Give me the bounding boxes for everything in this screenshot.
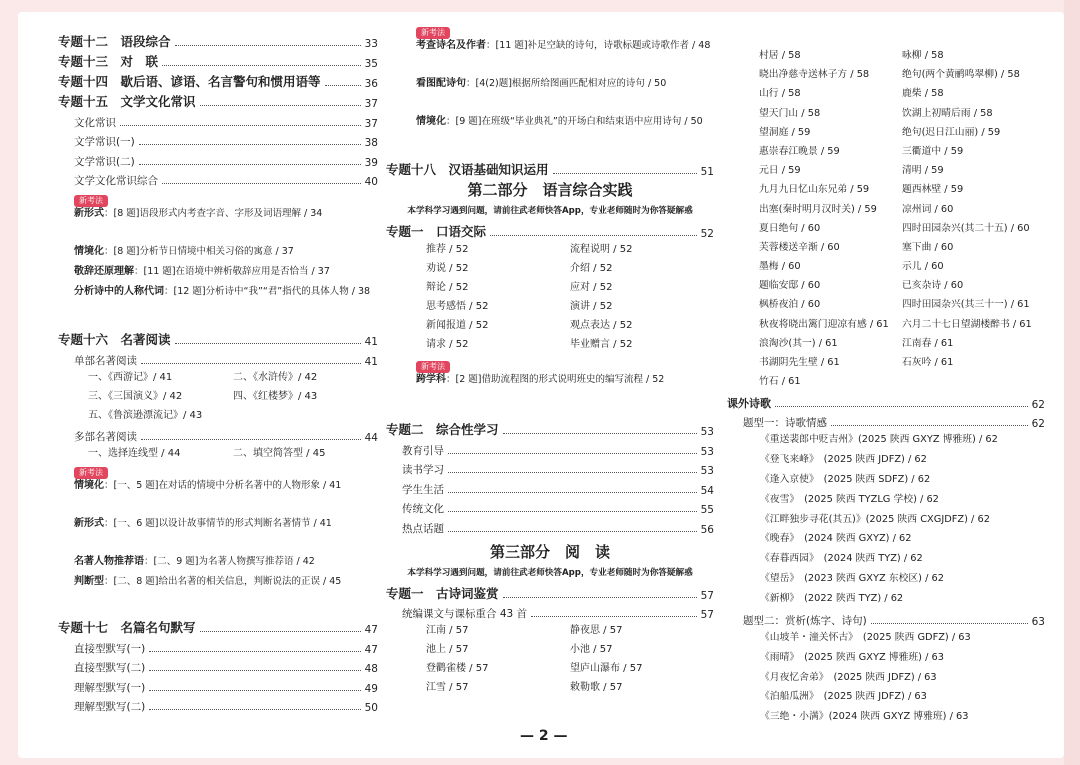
- toc-item[interactable]: 辩论 / 52: [426, 282, 469, 293]
- toc-item[interactable]: 登鹳雀楼 / 57: [426, 663, 489, 674]
- new-method-item: 新形式：[8 题]语段形式内考查字音、字形及词语理解 / 34: [74, 208, 323, 219]
- toc-item[interactable]: 小池 / 57: [570, 644, 613, 655]
- part-heading: 第二部分 语言综合实践: [467, 181, 633, 199]
- toc-entry[interactable]: 专题一 古诗词鉴赏 57: [386, 585, 714, 602]
- toc-entry[interactable]: 专题十三 对 联 35: [58, 54, 378, 70]
- toc-item[interactable]: 凉州词 / 60: [902, 203, 954, 215]
- toc-item[interactable]: 绝句(两个黄鹂鸣翠柳) / 58: [902, 69, 1020, 81]
- toc-column-2: [386, 20, 714, 697]
- toc-item[interactable]: 三、《三国演义》/ 42: [88, 390, 183, 402]
- new-method-item: 情境化：[一、5 题]在对话的情境中分析名著中的人物形象 / 41: [74, 480, 342, 491]
- toc-item[interactable]: 山行 / 58: [759, 88, 801, 100]
- toc-subentry[interactable]: 文学常识(二) 39: [74, 155, 378, 169]
- toc-grid: [727, 46, 1045, 391]
- toc-item[interactable]: 推荐 / 52: [426, 244, 469, 255]
- new-method-badge: 新考法: [416, 27, 450, 39]
- toc-item[interactable]: 枫桥夜泊 / 60: [759, 299, 821, 311]
- toc-grid: [58, 368, 378, 425]
- toc-item[interactable]: 石灰吟 / 61: [902, 357, 954, 368]
- toc-item[interactable]: 夏日绝句 / 60: [759, 222, 821, 234]
- toc-item[interactable]: 四、《红楼梦》/ 43: [233, 390, 318, 402]
- toc-item[interactable]: 出塞(秦时明月汉时关) / 59: [759, 203, 877, 215]
- toc-item[interactable]: 毕业赠言 / 52: [570, 339, 633, 350]
- toc-item[interactable]: 题临安邸 / 60: [759, 280, 821, 292]
- toc-item[interactable]: 江南 / 57: [426, 625, 469, 636]
- toc-item[interactable]: 示儿 / 60: [902, 261, 944, 273]
- toc-item[interactable]: 《春暮西园》 (2024 陕西 TYZ) / 62: [760, 553, 923, 565]
- toc-item[interactable]: 五、《鲁滨逊漂流记》/ 43: [88, 409, 203, 421]
- toc-subentry[interactable]: 单部名著阅读 41: [74, 354, 378, 368]
- toc-item[interactable]: 《月夜忆舍弟》 (2025 陕西 JDFZ) / 63: [760, 671, 937, 683]
- part-heading: 第三部分 阅 读: [489, 542, 610, 561]
- toc-item[interactable]: 《夜雪》 (2025 陕西 TYZLG 学校) / 62: [760, 493, 939, 505]
- toc-item[interactable]: 鹿柴 / 58: [902, 88, 944, 100]
- toc-subentry[interactable]: 题型二：赏析(炼字、诗句) 63: [743, 615, 1045, 629]
- toc-item[interactable]: 咏柳 / 58: [902, 50, 944, 61]
- toc-item[interactable]: 《山坡羊・潼关怀古》 (2025 陕西 GDFZ) / 63: [760, 632, 971, 644]
- toc-item[interactable]: 静夜思 / 57: [570, 625, 623, 636]
- new-method-badge: 新考法: [416, 361, 450, 373]
- toc-item[interactable]: 观点表达 / 52: [570, 320, 633, 331]
- toc-entry[interactable]: 专题十四 歇后语、谚语、名言警句和惯用语等 36: [58, 74, 378, 90]
- toc-item[interactable]: 一、《西游记》/ 41: [88, 371, 173, 383]
- toc-subentry[interactable]: 热点话题 56: [402, 522, 714, 536]
- toc-item[interactable]: 已亥杂诗 / 60: [902, 280, 964, 292]
- toc-item[interactable]: 惠崇春江晚景 / 59: [759, 145, 840, 157]
- toc-item[interactable]: 介绍 / 52: [570, 263, 613, 274]
- toc-item[interactable]: 敕勒歌 / 57: [570, 682, 623, 693]
- toc-entry[interactable]: 专题十二 语段综合 33: [58, 34, 378, 50]
- toc-subentry[interactable]: 传统文化 55: [402, 503, 714, 516]
- toc-subentry[interactable]: 理解型默写(二) 50: [74, 701, 378, 714]
- toc-item[interactable]: 江南春 / 61: [902, 337, 954, 349]
- toc-item[interactable]: 竹石 / 61: [759, 376, 801, 388]
- toc-entry[interactable]: 专题十八 汉语基础知识运用 51: [386, 162, 714, 178]
- help-note: 本学科学习遇到问题，请前往武老师快答App，专业老师随时为你答疑解惑: [407, 206, 693, 216]
- new-method-item: 情境化：[8 题]分析节日情境中相关习俗的寓意 / 37: [74, 246, 294, 257]
- toc-column-1: [58, 30, 378, 714]
- toc-item[interactable]: 《新柳》 (2022 陕西 TYZ) / 62: [760, 592, 904, 604]
- toc-item[interactable]: 流程说明 / 52: [570, 244, 633, 255]
- toc-item[interactable]: 望洞庭 / 59: [759, 126, 811, 138]
- new-method-item: 跨学科：[2 题]借助流程图的形式说明班史的编写流程 / 52: [416, 374, 665, 385]
- toc-item[interactable]: 书湖阴先生壁 / 61: [759, 357, 840, 368]
- toc-item[interactable]: 二、填空简答型 / 45: [233, 448, 326, 459]
- toc-item[interactable]: 四时田园杂兴(其三十一) / 61: [902, 299, 1030, 311]
- toc-item[interactable]: 六月二十七日望湖楼醉书 / 61: [902, 318, 1032, 330]
- toc-entry[interactable]: 专题十六 名著阅读 41: [58, 332, 378, 348]
- toc-item[interactable]: 演讲 / 52: [570, 301, 613, 312]
- toc-subentry[interactable]: 题型一：诗歌情感 62: [743, 417, 1045, 431]
- toc-item[interactable]: 《三绝・小满》(2024 陕西 GXYZ 博雅班) / 63: [760, 711, 969, 723]
- toc-item[interactable]: 池上 / 57: [426, 644, 469, 655]
- toc-item[interactable]: 秋夜将晓出篱门迎凉有感 / 61: [759, 318, 889, 330]
- new-method-item: 分析诗中的人称代词：[12 题]分析诗中“我”“君”指代的具体人物 / 38: [74, 286, 371, 297]
- toc-entry[interactable]: 专题二 综合性学习 53: [386, 422, 714, 438]
- toc-subentry[interactable]: 多部名著阅读 44: [74, 431, 378, 444]
- new-method-item: 新形式：[一、6 题]以设计故事情节的形式判断名著情节 / 41: [74, 518, 332, 529]
- toc-item[interactable]: 《重送裴郎中贬吉州》(2025 陕西 GXYZ 博雅班) / 62: [760, 434, 998, 446]
- new-method-badge: 新考法: [74, 467, 108, 479]
- toc-item[interactable]: 《雨晴》 (2025 陕西 GXYZ 博雅班) / 63: [760, 651, 944, 663]
- toc-item[interactable]: 村居 / 58: [759, 50, 801, 61]
- toc-subentry[interactable]: 教育引导 53: [402, 444, 714, 458]
- toc-subentry[interactable]: 学生生活 54: [402, 483, 714, 497]
- toc-subentry[interactable]: 读书学习 53: [402, 464, 714, 477]
- toc-item[interactable]: 新闻报道 / 52: [426, 320, 489, 331]
- toc-item[interactable]: 清明 / 59: [902, 165, 944, 177]
- new-method-badge: 新考法: [74, 195, 108, 207]
- toc-grid: [386, 240, 714, 354]
- new-method-item: 判断型：[二、8 题]给出名著的相关信息，判断说法的正误 / 45: [74, 576, 342, 587]
- toc-item[interactable]: 饮湖上初晴后雨 / 58: [902, 107, 993, 119]
- toc-item[interactable]: 题西林壁 / 59: [902, 184, 964, 196]
- toc-item[interactable]: 望庐山瀑布 / 57: [570, 663, 643, 674]
- toc-item[interactable]: 江雪 / 57: [426, 682, 469, 693]
- toc-item[interactable]: 望天门山 / 58: [759, 107, 821, 119]
- toc-item[interactable]: 请求 / 52: [426, 339, 469, 350]
- toc-subentry[interactable]: 直接型默写(一) 47: [74, 642, 378, 656]
- toc-entry[interactable]: 专题十七 名篇名句默写 47: [58, 620, 378, 636]
- toc-item[interactable]: 九月九日忆山东兄弟 / 59: [759, 184, 870, 196]
- toc-subentry[interactable]: 文学文化常识综合 40: [74, 175, 378, 188]
- toc-subentry[interactable]: 统编课文与课标重合 43 首 57: [402, 608, 714, 621]
- toc-item[interactable]: 晓出净慈寺送林子方 / 58: [759, 69, 870, 81]
- toc-entry[interactable]: 课外诗歌 62: [727, 396, 1045, 411]
- toc-item[interactable]: 《江畔独步寻花(其五)》(2025 陕西 CXGJDFZ) / 62: [760, 513, 990, 525]
- toc-item[interactable]: 元日 / 59: [759, 165, 801, 177]
- toc-item[interactable]: 绝句(迟日江山丽) / 59: [902, 126, 1001, 138]
- toc-item[interactable]: 《泊船瓜洲》 (2025 陕西 JDFZ) / 63: [760, 691, 927, 703]
- new-method-item: 情境化：[9 题]在班级“毕业典礼”的开场白和结束语中应用诗句 / 50: [416, 116, 703, 127]
- toc-grid: [386, 621, 714, 697]
- new-method-item: 名著人物推荐语：[二、9 题]为名著人物撰写推荐语 / 42: [74, 556, 315, 567]
- toc-item[interactable]: 应对 / 52: [570, 282, 613, 293]
- help-note: 本学科学习遇到问题，请前往武老师快答App，专业老师随时为你答疑解惑: [407, 567, 693, 578]
- toc-entry[interactable]: 专题一 口语交际 52: [386, 224, 714, 240]
- toc-subentry[interactable]: 文化常识 37: [74, 116, 378, 130]
- toc-item[interactable]: 浪淘沙(其一) / 61: [759, 337, 838, 349]
- toc-subentry[interactable]: 理解型默写(一) 49: [74, 681, 378, 695]
- toc-column-3: [727, 46, 1045, 727]
- toc-item[interactable]: 三衢道中 / 59: [902, 145, 964, 157]
- new-method-item: 敬辞还原理解：[11 题]在语境中辨析敬辞应用是否恰当 / 37: [74, 266, 330, 277]
- toc-item[interactable]: 《晚春》 (2024 陕西 GXYZ) / 62: [760, 533, 912, 545]
- new-method-item: 考查诗名及作者：[11 题]补足空缺的诗句，诗歌标题或诗歌作者 / 48: [416, 40, 711, 51]
- toc-entry[interactable]: 专题十五 文学文化常识 37: [58, 94, 378, 110]
- toc-subentry[interactable]: 文学常识(一) 38: [74, 136, 378, 149]
- toc-item[interactable]: 《登飞来峰》 (2025 陕西 JDFZ) / 62: [760, 454, 927, 466]
- toc-item[interactable]: 《望岳》 (2023 陕西 GXYZ 东校区) / 62: [760, 572, 944, 584]
- new-method-item: 看图配诗句：[4(2)题]根据所给图画匹配相对应的诗句 / 50: [416, 78, 667, 89]
- toc-item[interactable]: 《逢入京使》 (2025 陕西 SDFZ) / 62: [760, 473, 931, 485]
- toc-item[interactable]: 二、《水浒传》/ 42: [233, 371, 318, 383]
- toc-item[interactable]: 劝说 / 52: [426, 263, 469, 274]
- toc-item[interactable]: 墨梅 / 60: [759, 261, 801, 273]
- toc-item[interactable]: 塞下曲 / 60: [902, 241, 954, 253]
- page-edge: [1064, 0, 1080, 765]
- toc-subentry[interactable]: 直接型默写(二) 48: [74, 662, 378, 675]
- toc-item[interactable]: 思考感悟 / 52: [426, 301, 489, 312]
- toc-item[interactable]: 芙蓉楼送辛渐 / 60: [759, 241, 840, 253]
- toc-item[interactable]: 一、选择连线型 / 44: [88, 448, 181, 459]
- toc-item[interactable]: 四时田园杂兴(其二十五) / 60: [902, 222, 1030, 234]
- page-number: — 2 —: [520, 728, 568, 744]
